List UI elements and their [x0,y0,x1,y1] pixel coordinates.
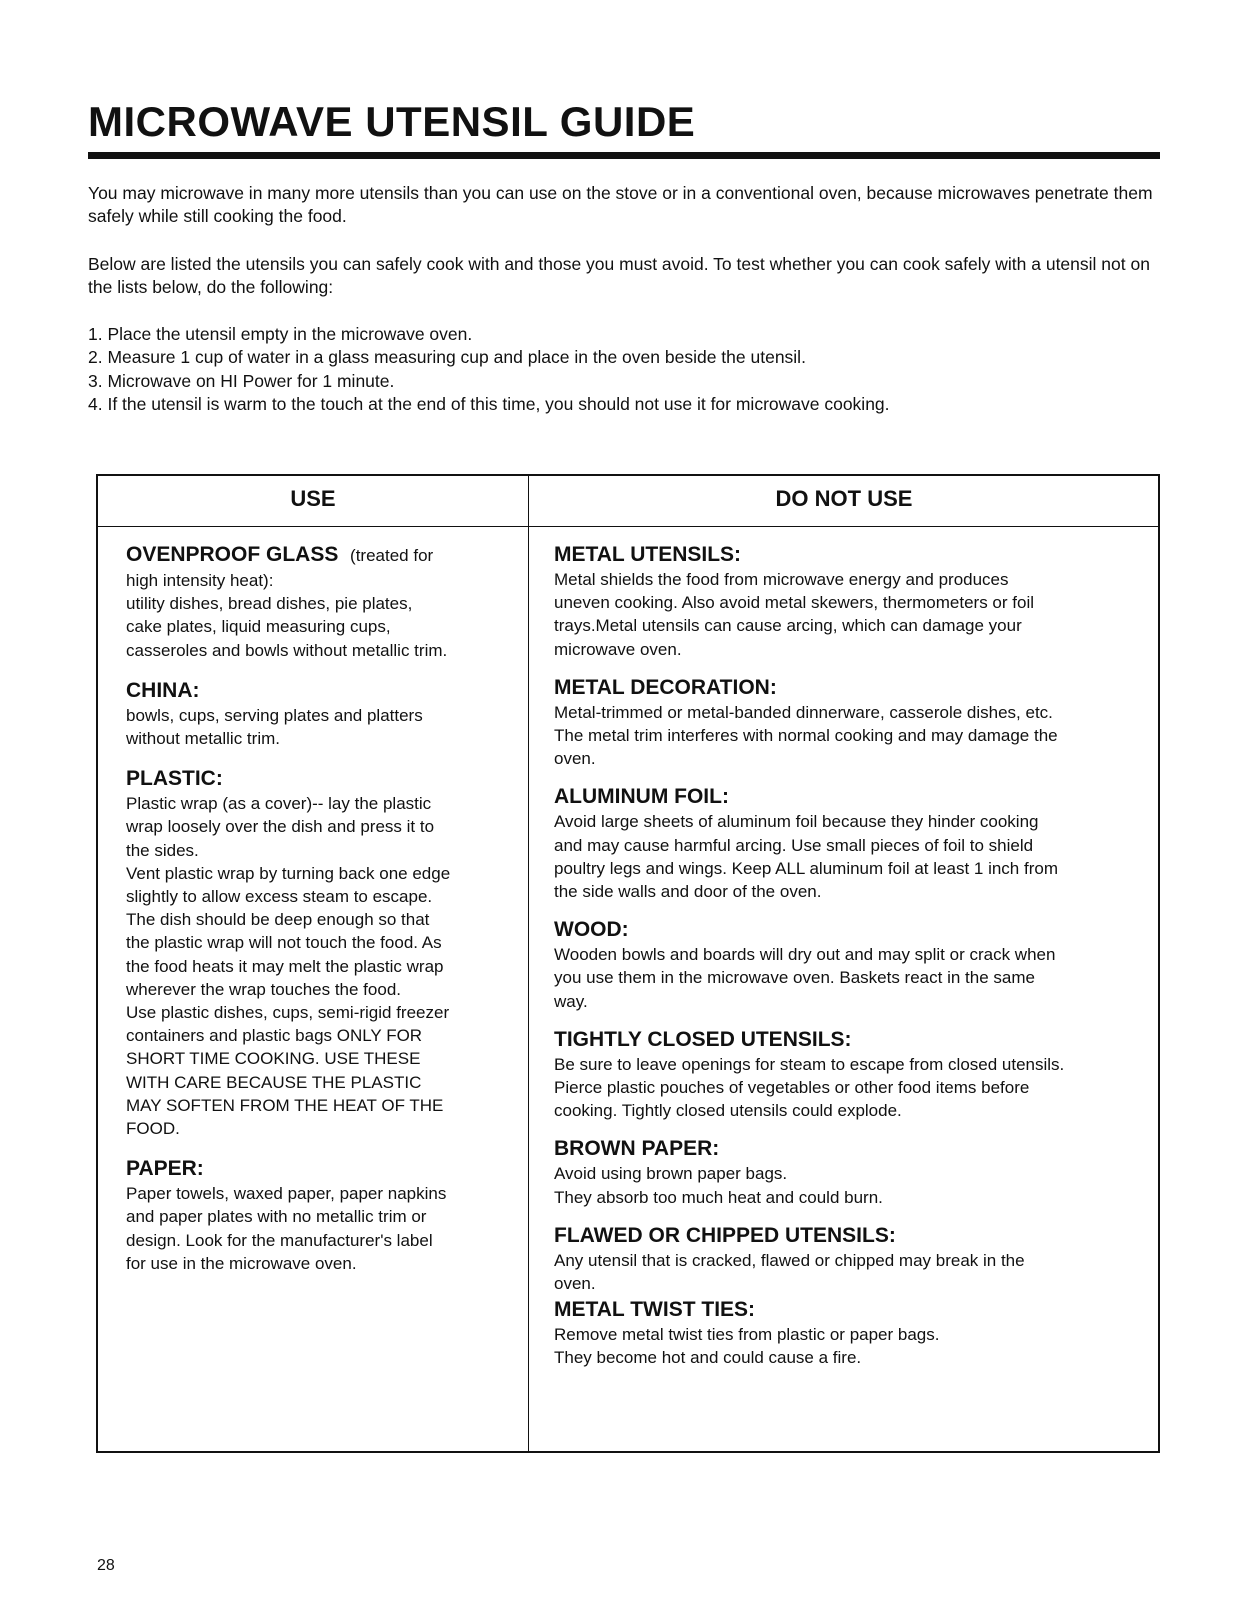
do-not-use-column-header: DO NOT USE [775,486,913,511]
entry-body: Be sure to leave openings for steam to escape from closed utensils. Pierce plastic pouches of vegetables or other food items before cooking. Tightly closed utensils could explode. [554,1054,1065,1121]
entry-title: PAPER: [126,1157,204,1181]
entry-body: Wooden bowls and boards will dry out and may split or crack when you use them in the microwave oven. Baskets react in the same way. [554,945,1056,1011]
entry-title: METAL DECORATION: [554,675,777,699]
use-column-header: USE [290,486,336,511]
use-entry [126,542,518,662]
utensil-table [96,474,1160,1453]
entry-body: Avoid large sheets of aluminum foil because they hinder cooking and may cause harmful arcing. Use small pieces of foil to shield poultry legs and wings. Keep ALL aluminum foil at least 1 inch from the side walls and door of the oven. [554,812,1058,902]
entry-title: METAL UTENSILS: [554,543,742,566]
do-not-use-entry [554,1136,1154,1208]
use-column [126,542,518,1291]
entry-title: FLAWED OR CHIPPED UTENSILS: [554,1223,896,1247]
entry-title: METAL TWIST TIES: [554,1298,756,1322]
header-rule [98,526,1158,527]
entry-title: ALUMINUM FOIL: [554,785,729,809]
entry-title: CHINA: [126,678,200,702]
do-not-use-entry [554,675,1154,771]
entry-subtitle: (treated for [350,546,434,565]
entry-body: Metal-trimmed or metal-banded dinnerware, casserole dishes, etc. The metal trim interferes with normal cooking and may damage the oven. [554,702,1058,769]
use-entry [126,678,518,750]
entry-body: Avoid using brown paper bags. They absorb too much heat and could burn. [554,1164,883,1207]
entry-body: Any utensil that is cracked, flawed or chipped may break in the oven. [554,1250,1025,1294]
title-rule [88,152,1160,159]
entry-title: WOOD: [554,918,629,942]
test-steps-list [88,323,1163,416]
test-step: 1. Place the utensil empty in the microwave oven. [88,324,473,344]
entry-body: Paper towels, waxed paper, paper napkins and paper plates with no metallic trim or design. Look for the manufacturer's label for use in the microwave oven. [126,1184,447,1273]
entry-body: bowls, cups, serving plates and platters without metallic trim. [126,705,423,749]
entry-title: TIGHTLY CLOSED UTENSILS: [554,1027,852,1051]
do-not-use-entry [554,917,1154,1013]
do-not-use-entry [554,784,1154,903]
test-step: 3. Microwave on HI Power for 1 minute. [88,370,395,391]
use-entry [126,766,518,1140]
column-divider [528,476,529,1451]
entry-body: Metal shields the food from microwave energy and produces uneven cooking. Also avoid metal skewers, thermometers or foil trays.Metal utensils can cause arcing, which can damage your microwave oven. [554,570,1035,659]
entry-body: Plastic wrap (as a cover)-- lay the plastic wrap loosely over the dish and press it to the sides. Vent plastic wrap by turning back one edge slightly to allow excess steam to escape. The dish should be deep enough so that the plastic wrap will not touch the food. As the food heats it may melt the plastic wrap wherever the wrap touches the food. Use plastic dishes, cups, semi-rigid freezer containers and plastic bags ONLY FOR SHORT TIME COOKING. USE THESE WITH CARE BECAUSE THE PLASTIC MAY SOFTEN FROM THE HEAT OF THE FOOD. [126,794,451,1139]
test-step: 2. Measure 1 cup of water in a glass measuring cup and place in the oven beside the utensil. [88,347,806,368]
do-not-use-column [554,542,1154,1384]
page-number: 28 [97,1557,115,1574]
do-not-use-entry [554,1223,1154,1295]
do-not-use-entry [554,1027,1154,1123]
do-not-use-entry [554,1297,1154,1369]
page-title: MICROWAVE UTENSIL GUIDE [88,98,696,145]
entry-title: PLASTIC: [126,767,223,791]
entry-body: high intensity heat): utility dishes, bread dishes, pie plates, cake plates, liquid measuring cups, casseroles and bowls without metallic trim. [126,571,448,660]
intro-paragraph: Below are listed the utensils you can safely cook with and those you must avoid. To test whether you can cook safely with a utensil not on the lists below, do the following: [88,254,1150,297]
do-not-use-entry [554,542,1154,661]
use-entry [126,1156,518,1275]
entry-title: BROWN PAPER: [554,1137,720,1161]
entry-body: Remove metal twist ties from plastic or paper bags. They become hot and could cause a fire. [554,1325,940,1368]
test-step: 4. If the utensil is warm to the touch at the end of this time, you should not use it for microwave cooking. [88,393,890,414]
intro-paragraph: You may microwave in many more utensils than you can use on the stove or in a conventional oven, because microwaves penetrate them safely while still cooking the food. [88,183,1153,226]
entry-title: OVENPROOF GLASS [126,543,339,566]
